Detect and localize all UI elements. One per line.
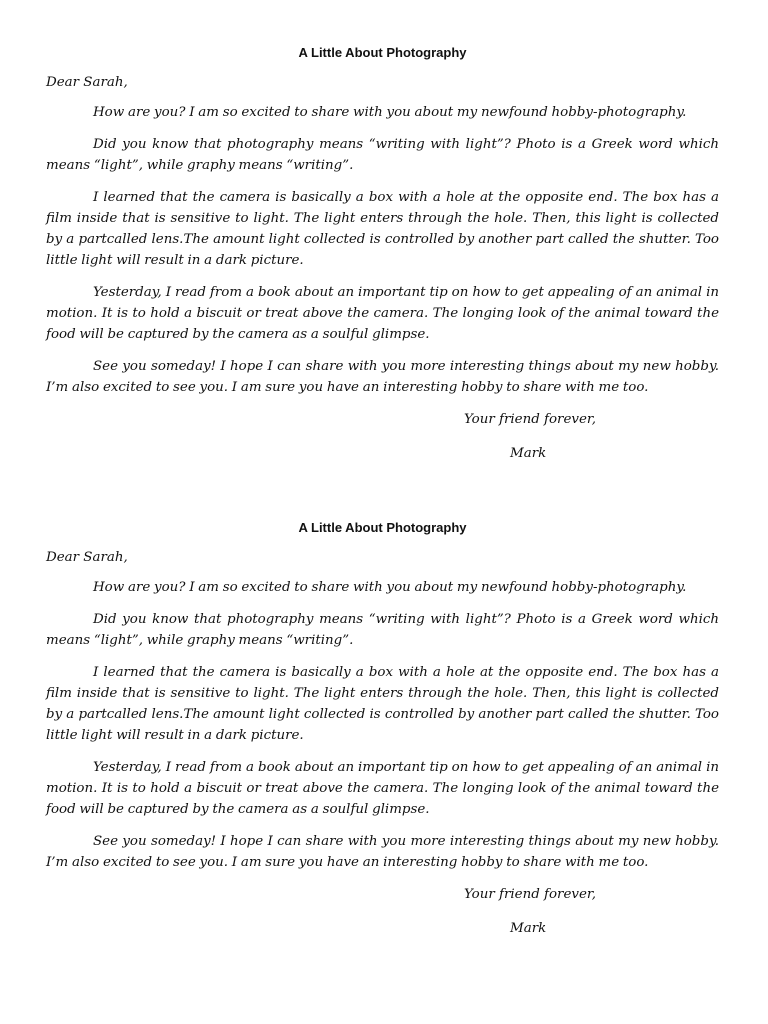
letter-closing: Your friend forever, — [464, 887, 597, 902]
letter-paragraph: Did you know that photography means “writing with light”? Photo is a Greek word which means “light”, while graphy means “writing”. — [46, 137, 719, 173]
letter-salutation: Dear Sarah, — [46, 75, 128, 90]
letter-signature: Mark — [510, 446, 547, 461]
letter-signature: Mark — [510, 921, 547, 936]
letter-paragraph: Did you know that photography means “writing with light”? Photo is a Greek word which means “light”, while graphy means “writing”. — [46, 612, 719, 648]
letter-paragraph: How are you? I am so excited to share with you about my newfound hobby-photography. — [93, 105, 687, 120]
letter-first — [46, 44, 719, 464]
letter-paragraph: How are you? I am so excited to share with you about my newfound hobby-photography. — [93, 580, 687, 595]
letter-paragraph: See you someday! I hope I can share with you more interesting things about my new hobby. I’m also excited to see you. I am sure you have an interesting hobby to share with me too. — [46, 359, 719, 395]
letter-paragraph: Yesterday, I read from a book about an important tip on how to get appealing of an animal in motion. It is to hold a biscuit or treat above the camera. The longing look of the animal toward the food will be captured by the camera as a soulful glimpse. — [46, 285, 719, 342]
letter-closing: Your friend forever, — [464, 412, 597, 427]
letter-paragraph: Yesterday, I read from a book about an important tip on how to get appealing of an animal in motion. It is to hold a biscuit or treat above the camera. The longing look of the animal toward the food will be captured by the camera as a soulful glimpse. — [46, 760, 719, 817]
letter-paragraph: See you someday! I hope I can share with you more interesting things about my new hobby. I’m also excited to see you. I am sure you have an interesting hobby to share with me too. — [46, 834, 719, 870]
letter-title: A Little About Photography — [298, 520, 467, 535]
letter-paragraph: I learned that the camera is basically a box with a hole at the opposite end. The box has a film inside that is sensitive to light. The light enters through the hole. Then, this light is collected by a partcalled lens.The amount light collected is controlled by another part called the shutter. Too little light will result in a dark picture. — [46, 665, 719, 743]
letter-title: A Little About Photography — [298, 45, 467, 60]
letter-second — [46, 519, 719, 939]
letter-salutation: Dear Sarah, — [46, 550, 128, 565]
letter-paragraph: I learned that the camera is basically a box with a hole at the opposite end. The box has a film inside that is sensitive to light. The light enters through the hole. Then, this light is collected by a partcalled lens.The amount light collected is controlled by another part called the shutter. Too little light will result in a dark picture. — [46, 190, 719, 268]
